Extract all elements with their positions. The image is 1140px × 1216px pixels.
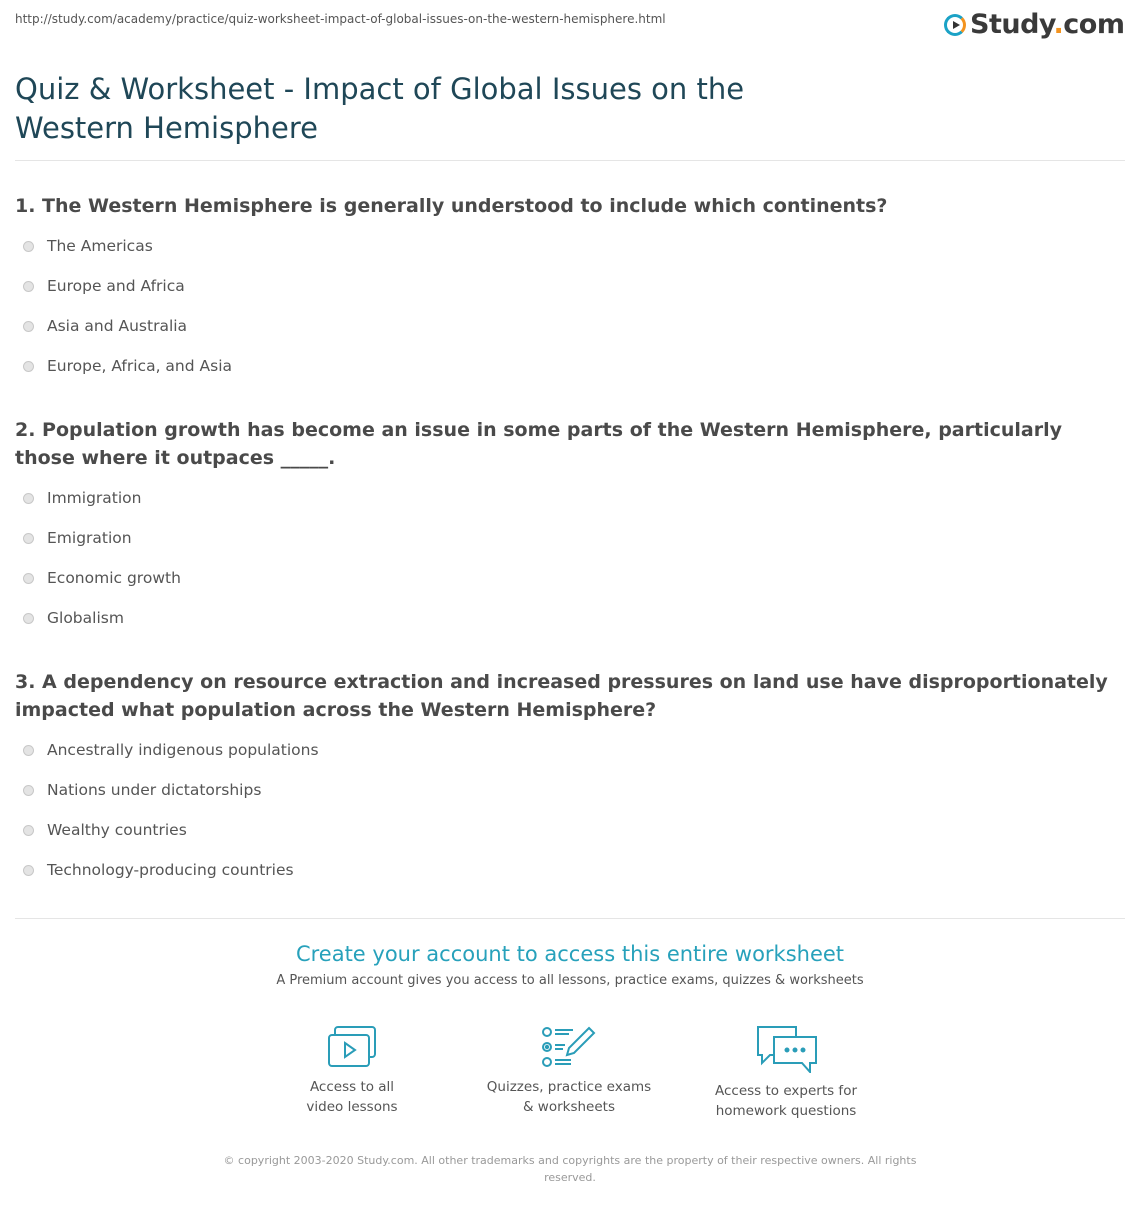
feature-label: video lessons	[306, 1099, 398, 1115]
radio-button[interactable]	[23, 865, 34, 876]
play-logo-icon	[944, 14, 966, 36]
answer-option[interactable]	[23, 821, 187, 839]
answer-option[interactable]	[23, 569, 181, 587]
radio-button[interactable]	[23, 785, 34, 796]
logo-tld: com	[1063, 9, 1125, 40]
answer-option[interactable]	[23, 609, 124, 627]
answer-option[interactable]	[23, 237, 153, 255]
radio-button[interactable]	[23, 613, 34, 624]
option-label: Wealthy countries	[47, 821, 187, 839]
create-account-link[interactable]: Create your account to access this entire worksheet	[295, 942, 845, 966]
study-logo[interactable]	[944, 9, 1125, 40]
radio-button[interactable]	[23, 573, 34, 584]
question-2: 2. Population growth has become an issue in some parts of the Western Hemisphere, particularly those where it outpaces _____.	[15, 419, 1062, 469]
video-lessons-icon	[327, 1025, 377, 1069]
feature-label: homework questions	[715, 1103, 857, 1119]
answer-option[interactable]	[23, 357, 232, 375]
option-label: Globalism	[47, 609, 124, 627]
feature-video-lessons	[252, 1025, 452, 1117]
option-label: Emigration	[47, 529, 132, 547]
cta-subtitle: A Premium account gives you access to all lessons, practice exams, quizzes & worksheets	[276, 973, 864, 988]
answer-option[interactable]	[23, 317, 187, 335]
feature-label: Access to experts for	[714, 1083, 857, 1099]
option-label: Ancestrally indigenous populations	[47, 741, 319, 759]
feature-label: Access to all	[309, 1079, 395, 1095]
answer-option[interactable]	[23, 861, 294, 879]
question-3: 3. A dependency on resource extraction and increased pressures on land use have disproportionately impacted what population across the Western Hemisphere?	[15, 671, 1108, 721]
radio-button[interactable]	[23, 361, 34, 372]
feature-label: & worksheets	[522, 1099, 615, 1115]
radio-button[interactable]	[23, 321, 34, 332]
logo-name: Study	[970, 9, 1054, 40]
option-label: Asia and Australia	[47, 317, 188, 335]
option-label: Technology-producing countries	[47, 861, 294, 879]
feature-label: Quizzes, practice exams	[486, 1079, 652, 1095]
option-label: Immigration	[47, 489, 142, 507]
option-label: Economic growth	[47, 569, 181, 587]
divider	[15, 918, 1125, 919]
radio-button[interactable]	[23, 493, 34, 504]
radio-button[interactable]	[23, 241, 34, 252]
answer-option[interactable]	[23, 277, 185, 295]
option-label: Europe and Africa	[47, 277, 185, 295]
question-1: 1. The Western Hemisphere is generally understood to include which continents?	[15, 195, 888, 217]
option-label: Europe, Africa, and Asia	[47, 357, 232, 375]
radio-button[interactable]	[23, 825, 34, 836]
radio-button[interactable]	[23, 533, 34, 544]
radio-button[interactable]	[23, 281, 34, 292]
answer-option[interactable]	[23, 741, 319, 759]
answer-option[interactable]	[23, 781, 261, 799]
option-label: Nations under dictatorships	[47, 781, 262, 799]
logo-dot: .	[1053, 9, 1064, 40]
radio-button[interactable]	[23, 745, 34, 756]
page-url: http://study.com/academy/practice/quiz-worksheet-impact-of-global-issues-on-the-western-hemisphere.html	[15, 12, 666, 26]
divider	[15, 160, 1125, 161]
copyright-footer: © copyright 2003-2020 Study.com. All other trademarks and copyrights are the property of their respective owners. All rights reserved.	[223, 1154, 917, 1184]
answer-option[interactable]	[23, 489, 141, 507]
answer-option[interactable]	[23, 529, 132, 547]
feature-quizzes	[469, 1025, 669, 1117]
chat-bubbles-icon	[754, 1025, 818, 1073]
quiz-checklist-icon	[541, 1025, 597, 1069]
option-label: The Americas	[47, 237, 153, 255]
page-title: Quiz & Worksheet - Impact of Global Issues on the Western Hemisphere	[15, 72, 745, 145]
feature-experts	[686, 1025, 886, 1121]
